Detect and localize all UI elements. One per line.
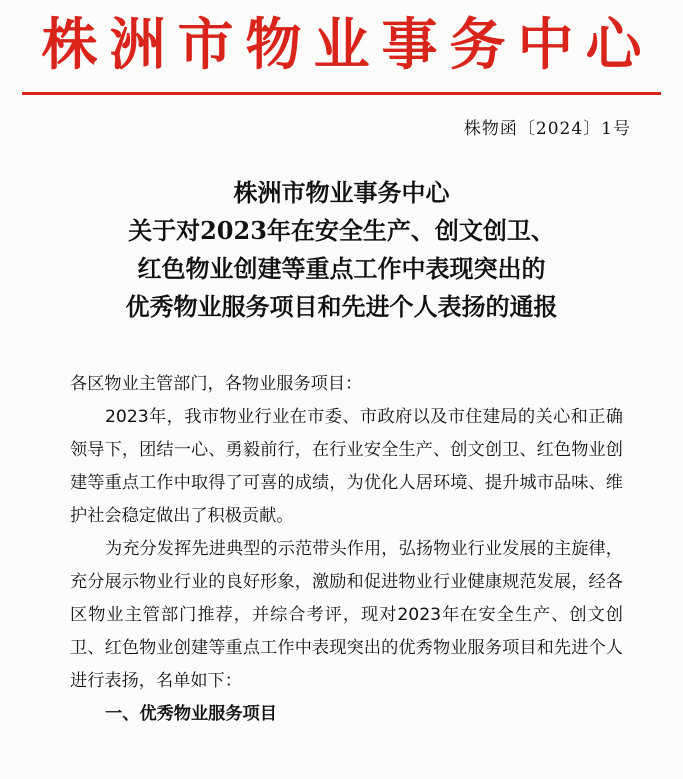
title-line-2: 关于对2023年在安全生产、创文创卫、 bbox=[128, 216, 555, 245]
paragraph-2: 为充分发挥先进典型的示范带头作用，弘扬物业行业发展的主旋律，充分展示物业行业的良好形象，激励和促进物业行业健康规范发展，经各区物业主管部门推荐，并综合考评，现对2023年在安全生产、创文创卫、红色物业创建等重点工作中表现突出的优秀物业服务项目和先进个人进行表扬，名单如下： bbox=[70, 539, 623, 691]
salutation: 各区物业主管部门，各物业服务项目： bbox=[70, 374, 363, 394]
title-line-3: 红色物业创建等重点工作中表现突出的 bbox=[137, 254, 546, 283]
title-line-1: 株洲市物业事务中心 bbox=[233, 178, 450, 207]
title-line-4: 优秀物业服务项目和先进个人表扬的通报 bbox=[125, 292, 558, 321]
paragraph-1: 2023年，我市物业行业在市委、市政府以及市住建局的关心和正确领导下，团结一心、勇毅前行，在行业安全生产、创文创卫、红色物业创建等重点工作中取得了可喜的成绩，为优化人居环境、提升城市品味、维护社会稳定做出了积极贡献。 bbox=[70, 407, 623, 526]
document-title bbox=[0, 174, 683, 326]
section-heading-1: 一、优秀物业服务项目 bbox=[105, 704, 277, 724]
masthead-organization: 株洲市物业事务中心 bbox=[41, 12, 654, 78]
red-divider-line bbox=[22, 92, 661, 95]
document-number: 株物函〔2024〕1号 bbox=[463, 119, 631, 139]
document-body bbox=[70, 368, 623, 731]
